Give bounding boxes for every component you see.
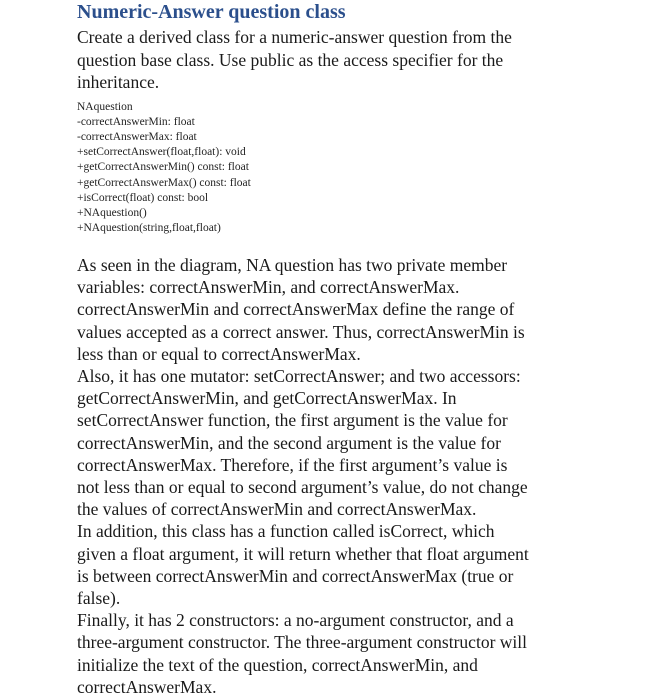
body-line: values accepted as a correct answer. Thus, correctAnswerMin is bbox=[77, 321, 525, 342]
body-line: correctAnswerMin and correctAnswerMax define the range of bbox=[77, 299, 515, 320]
uml-member: +NAquestion() bbox=[77, 206, 147, 219]
body-line: correctAnswerMax. Therefore, if the first argument’s value is bbox=[77, 454, 508, 475]
uml-member: +isCorrect(float) const: bool bbox=[77, 191, 209, 204]
body-line: initialize the text of the question, correctAnswerMin, and bbox=[77, 654, 478, 675]
uml-member: +getCorrectAnswerMax() const: float bbox=[77, 176, 251, 189]
body-line: Also, it has one mutator: setCorrectAnswer; and two accessors: bbox=[77, 366, 521, 387]
intro-line: inheritance. bbox=[77, 72, 160, 92]
document bbox=[77, 0, 637, 697]
uml-member: -correctAnswerMax: float bbox=[77, 130, 197, 143]
body-line: correctAnswerMin, and the second argument is the value for bbox=[77, 432, 501, 453]
body-line: getCorrectAnswerMin, and getCorrectAnswerMax. In bbox=[77, 388, 457, 409]
body-line: setCorrectAnswer function, the first argument is the value for bbox=[77, 410, 508, 431]
body-line: not less than or equal to second argument’s value, do not change bbox=[77, 477, 528, 498]
uml-member: +NAquestion(string,float,float) bbox=[77, 222, 221, 235]
intro-line: Create a derived class for a numeric-answer question from the bbox=[77, 27, 512, 47]
intro-paragraph bbox=[77, 26, 637, 94]
uml-member: +getCorrectAnswerMin() const: float bbox=[77, 161, 249, 174]
body-line: three-argument constructor. The three-argument constructor will bbox=[77, 632, 527, 653]
uml-class-name: NAquestion bbox=[77, 100, 133, 113]
body-line: given a float argument, it will return whether that float argument bbox=[77, 543, 529, 564]
body-line: the values of correctAnswerMin and correctAnswerMax. bbox=[77, 499, 477, 520]
body-line: is between correctAnswerMin and correctAnswerMax (true or bbox=[77, 565, 514, 586]
page-title: Numeric-Answer question class bbox=[77, 1, 346, 23]
body-line: In addition, this class has a function called isCorrect, which bbox=[77, 521, 495, 542]
body-line: less than or equal to correctAnswerMax. bbox=[77, 343, 361, 364]
body-line: variables: correctAnswerMin, and correctAnswerMax. bbox=[77, 277, 460, 298]
intro-line: question base class. Use public as the access specifier for the bbox=[77, 49, 504, 70]
uml-member: +setCorrectAnswer(float,float): void bbox=[77, 146, 246, 159]
uml-member: -correctAnswerMin: float bbox=[77, 115, 195, 128]
body-line: As seen in the diagram, NA question has two private member bbox=[77, 255, 508, 275]
description-paragraph bbox=[77, 254, 637, 698]
body-line: correctAnswerMax. bbox=[77, 676, 217, 697]
body-line: false). bbox=[77, 588, 121, 609]
body-line: Finally, it has 2 constructors: a no-argument constructor, and a bbox=[77, 610, 514, 631]
uml-class-diagram bbox=[77, 100, 637, 237]
